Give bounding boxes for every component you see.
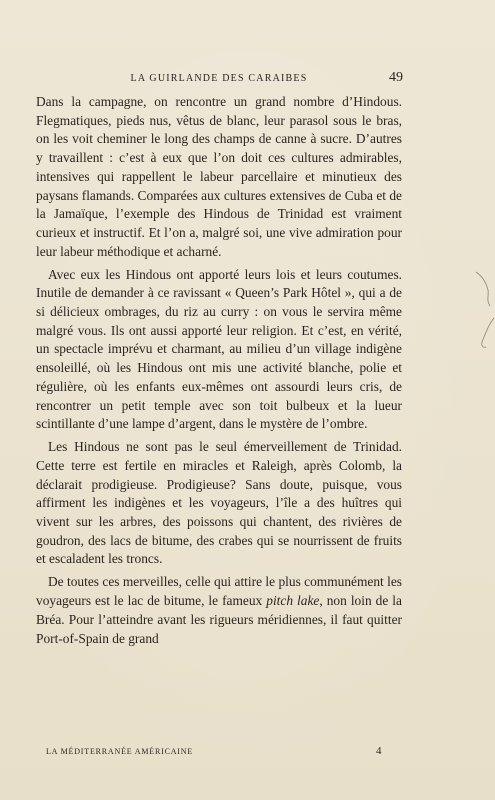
page-footer (46, 745, 412, 759)
signature-line: LA MÉDITERRANÉE AMÉRICAINE (46, 747, 194, 756)
pencil-mark-icon (474, 270, 495, 350)
running-head: LA GUIRLANDE DES CARAIBES (130, 73, 308, 84)
page-header (35, 70, 403, 88)
paragraph: De toutes ces merveilles, celle qui attire le plus communément les voyageurs est le lac de bitume, le fameux pitch lake, non loin de la Bréa. Pour l’atteindre avant les rigueurs méridiennes, il faut quitter Port-of-Spain de grand (36, 574, 402, 646)
body-text (36, 93, 402, 653)
paragraph: Les Hindous ne sont pas le seul émerveillement de Trinidad. Cette terre est fertile en miracles et Raleigh, après Colomb, la déclarait prodigieuse. Prodigieuse? Sans doute, puisque, vous affirment les indigènes et les voyageurs, l’île a des huîtres qui vivent sur les arbres, des poissons qui chantent, des rivières de goudron, des lacs de bitume, des crabes qui se nourrissent de fruits et escaladent les troncs. (36, 439, 402, 567)
paragraph: Dans la campagne, on rencontre un grand nombre d’Hindous. Flegmatiques, pieds nus, vêtus de blanc, leur parasol sous le bras, on les voit cheminer le long des champs de canne à sucre. D’autres y travaillent : c’est à eux que l’on doit ces cultures admirables, intensives qui rappellent le labeur parcellaire et minutieux des paysans flamands. Comparées aux cultures extensives de Cuba et de la Jamaïque, l’exemple des Hindous de Trinidad est vraiment curieux et instructif. Et l’on a, malgré soi, une vive admiration pour leur labeur méthodique et acharné. (36, 94, 402, 259)
page-number: 49 (389, 70, 403, 85)
paragraph: Avec eux les Hindous ont apporté leurs lois et leurs coutumes. Inutile de demander à ce ravissant « Queen’s Park Hôtel », qui a de si délicieux ombrages, du riz au curry : on vous le servira même malgré vous. Ils ont aussi apporté leur religion. Et c’est, en vérité, un spectacle imprévu et charmant, au milieu d’un village indigène ensoleillé, où les Hindous ont mis une activité blanche, polie et régulière, où les enfants eux-mêmes ont assourdi leurs cris, de rencontrer un petit temple avec son toit bulbeux et la lueur scintillante d’une lampe d’argent, dans le mystère de l’ombre. (36, 266, 402, 432)
signature-number: 4 (376, 745, 382, 757)
